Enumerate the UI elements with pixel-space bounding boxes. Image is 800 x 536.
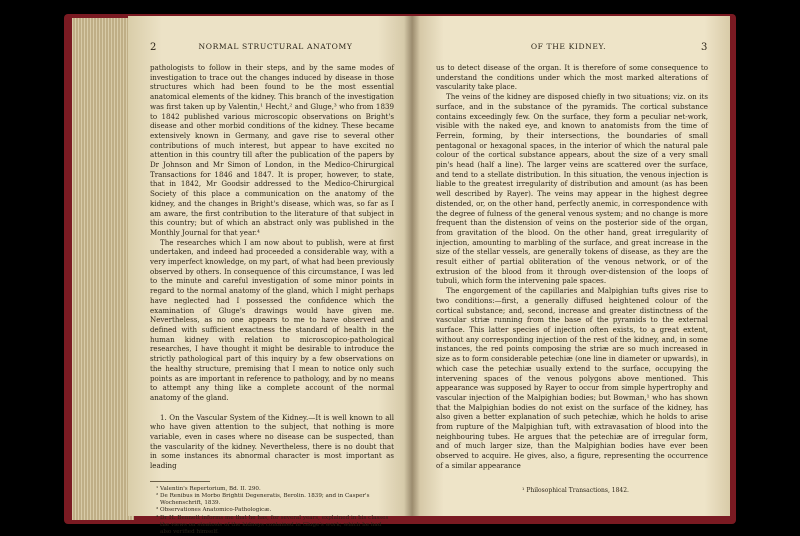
paragraph: The researches which I am now about to publish, were at first undertaken, and indeed had proceeded a considerable way, with a very imperfect knowledge, on my part, of what had been previously observed by others. In consequence of this circumstance, I was led to the minute and careful investigation of some minor points in regard to the normal anatomy of the gland, which I might perhaps have neglected had I possessed the confidence which the examination of Gluge's drawings would have given me. Nevertheless, as no one appears to me to have observed and defined with sufficient exactness the standard of health in the human kidney with relation to microscopico-pathological researches, I have thought it might be desirable to introduce the strictly pathological part of this inquiry by a few observations on the healthy structure, premising that I mean to notice only such points as are important in reference to pathology, and by no means to attempt any thing like a complete account of the normal anatomy of the gland. — [150, 237, 394, 402]
paragraph: The veins of the kidney are disposed chiefly in two situations; viz. on its surface, and in the substance of the pyramids. The cortical substance contains exceedingly few. On the surface, they form a peculiar net-work, visible with the naked eye, and known to anatomists from the time of Ferrein, forming, by their intersections, the boundaries of small pentagonal or hexagonal spaces, in the interior of which the natural pale colour of the cortical substance appears, about the size of a very small pin's head (half a line). The larger veins are scattered over the surface, and tend to a stellate distribution. In this situation, the venous injection is liable to the greatest irregularity of distribution and amount (as has been well described by Rayer). The veins may appear in the highest degree distended, or, on the other hand, perfectly anemic, in correspondence with the degree of fulness of the general venous system; and no change is more frequent than the distension of veins on the posterior side of the organ, from gravitation of the blood. On the other hand, great irregularity of injection, amounting to marbling of the surface, and great increase in the size of the stellar vessels, are generally tokens of disease, as they are the result either of partial obliteration of the venous network, or of the extrusion of the blood from it through over-distension of the loops of tubuli, which form the intervening pale spaces. — [436, 92, 708, 286]
page-edges — [72, 18, 134, 520]
footnote: ¹ Valentin's Repertorium, Bd. II. 290. — [156, 485, 261, 492]
book-gutter — [404, 16, 420, 516]
left-page-number: 2 — [150, 42, 157, 53]
footnote: ¹ Philosophical Transactions, 1842. — [522, 487, 629, 494]
right-page-number: 3 — [701, 42, 708, 53]
right-page — [412, 16, 730, 516]
paragraph: pathologists to follow in their steps, and by the same modes of investigation to trace out the changes induced by disease in those structures which had been found to be the most essential anatomical elements of the kidney. This branch of the investigation was first taken up by Valentin,¹ Hecht,² and Gluge,³ who from 1839 to 1842 published various microscopic observations on Bright's disease and other morbid conditions of the kidney. These became extensively known in Germany, and gave rise to several other contributions of much interest, but appear to have excited no attention in this country till after the publication of the papers by Dr Johnson and Mr Simon of London, in the Medico-Chirurgical Transactions for 1846 and 1847. It is proper, however, to state, that in 1842, Mr Goodsir addressed to the Medico-Chirurgical Society of this place a communication on the anatomy of the kidney, and the changes in Bright's disease, which was, so far as I am aware, the first contribution to the literature of that subject in this country; but of which an abstract only was published in the Monthly Journal for that year.⁴ — [150, 63, 394, 237]
left-header — [150, 42, 394, 53]
right-running-head: OF THE KIDNEY. — [530, 42, 607, 51]
right-header — [436, 42, 708, 53]
paragraph: The engorgement of the capillaries and Malpighian tufts gives rise to two conditions:—first, a generally diffused heightened colour of the cortical substance; and, second, increase and greater distinctness of the vascular striæ running from the base of the pyramids to the external surface. This latter species of injection often exists, to a great extent, without any corresponding injection of the rest of the kidney, and, in some instances, the red points composing the striæ are so much increased in size as to form considerable petechiæ (one line in diameter or upwards), in which case the petechiæ usually extend to the surface, occupying the intervening spaces of the venous polygons above mentioned. This appearance was supposed by Rayer to occur from simple hypertrophy and vascular injection of the Malpighian bodies; but Bowman,¹ who has shown that the Malpighian bodies do not exist on the surface of the kidney, has also given a better explanation of such petechiæ, which he holds to arise from rupture of the Malpighian tuft, with extravasation of blood into the neighbouring tubes. He argues that the petechiæ are of irregular form, and of much larger size, than the Malpighian bodies have ever been observed to acquire. He gives, also, a figure, representing the occurrence of a similar appearance — [436, 286, 708, 470]
footnote: ² De Renibus in Morbo Brightii Degeneratis, Berolin. 1839; and in Casper's Wochenschrift, 1839. — [156, 493, 370, 507]
left-running-head: NORMAL STRUCTURAL ANATOMY — [198, 42, 353, 51]
paragraph: us to detect disease of the organ. It is therefore of some consequence to understand the conditions under which the most marked alterations of vascularity take place. — [436, 63, 708, 92]
footnote: ³ Observationes Anatomico-Pathologicæ. — [156, 507, 272, 514]
left-page — [128, 16, 412, 536]
section-paragraph: 1. On the Vascular System of the Kidney.—It is well known to all who have given attention to the subject, that nothing is more variable, even in cases where no disease can be suspected, than the vascularity of the kidney. Nevertheless, there is no doubt that in some instances its abnormal character is most important as leading — [150, 412, 394, 471]
left-body — [150, 63, 394, 471]
footnote: ⁴ Dr H. Bennett informs me that he has, for several years, explained in his classes the views on steatosis of the kidneys contained in Gluge's work; which he had also verified himself. — [156, 514, 389, 536]
right-body — [436, 63, 708, 471]
footnote-rule — [150, 481, 210, 482]
